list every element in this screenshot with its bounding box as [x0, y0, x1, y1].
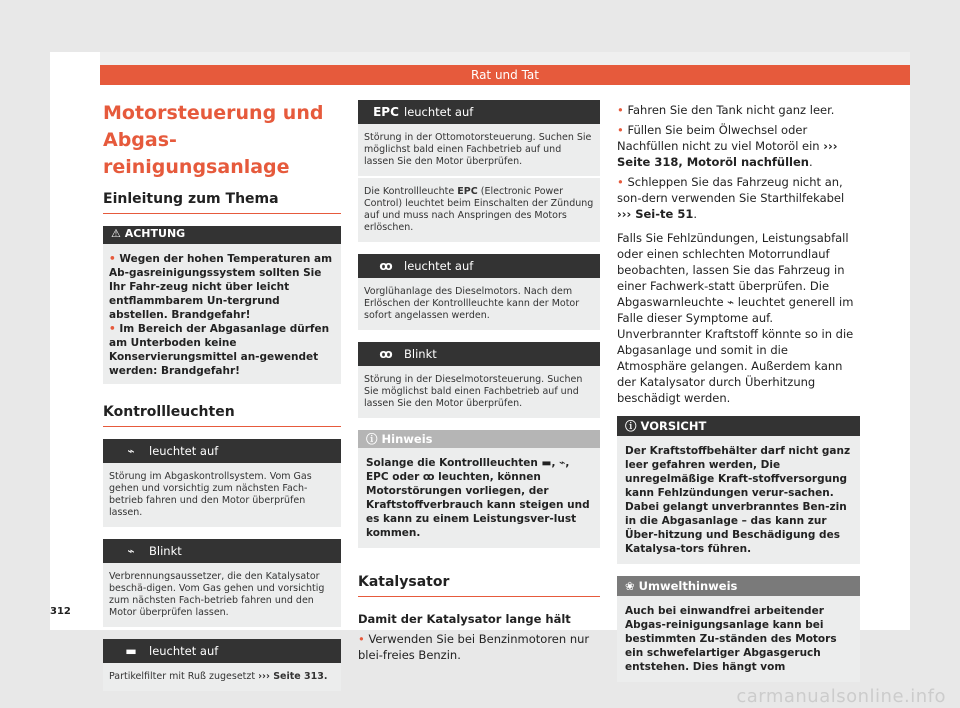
section-katalysator: Katalysator: [358, 574, 600, 597]
environment-box: ❀ Umwelthinweis Auch bei einwandfrei arbeitender Abgas-reinigungsanlage kann bei bestimmten Zu-ständen des Motors ein schwefelartiger Abgasgeruch entstehen. Dies hängt vom: [617, 576, 860, 682]
info-icon: ⓘ: [366, 432, 378, 446]
subtitle: Einleitung zum Thema: [103, 191, 341, 214]
main-title: Motorsteuerung und Abgas-reinigungsanlage: [103, 102, 324, 178]
epc-icon: EPC: [373, 105, 399, 119]
lamp-particle-filter: ▬ leuchtet auf Partikelfilter mit Ruß zugesetzt ››› Seite 313.: [103, 639, 341, 691]
caution-box: ⓘ VORSICHT Der Kraftstoffbehälter darf nicht ganz leer gefahren werden, Die unregelmäßige Kraft-stoffversorgung kann Fehlzündungen verur-sachen. Dabei gelangt unverbranntes Ben-zin in die Abgasanlage – das kann zur Über-hitzung und Beschädigung des Katalysa-tors führen.: [617, 416, 860, 564]
bullet-tow: • Schleppen Sie das Fahrzeug nicht an, son-dern verwenden Sie Starthilfekabel ››› Sei-te 51.: [617, 175, 845, 221]
lamp-exhaust-blink: ⌁ Blinkt Verbrennungsaussetzer, die den Katalysator beschä-digen. Vom Gas gehen und vorsichtig zum nächsten Fach-betrieb fahren und den Motor überprüfen lassen.: [103, 539, 341, 627]
exhaust-icon: ⌁: [127, 444, 135, 458]
lamp-glow-on: ꝏ leuchtet auf Vorglühanlage des Dieselmotors. Nach dem Erlöschen der Kontrollleuchte kann der Motor sofort angelassen werden.: [358, 254, 600, 330]
lamp-glow-blink: ꝏ Blinkt Störung in der Dieselmotorsteuerung. Suchen Sie möglichst bald einen Fachbetrieb auf und lassen Sie den Motor überprüfen.: [358, 342, 600, 418]
kat-bullet-1: • Verwenden Sie bei Benzinmotoren nur blei-freies Benzin.: [358, 632, 590, 662]
page-number: 312: [50, 606, 71, 617]
epc-icon: EPC: [457, 186, 478, 197]
watermark: carmanualsonline.info: [736, 686, 946, 707]
warning-box: [103, 226, 341, 384]
paragraph-misfire: Falls Sie Fehlzündungen, Leistungsabfall oder einen schlechten Motorrundlauf beobachten, lassen Sie das Fahrzeug in einer Fachwerk-statt überprüfen. Die Abgaswarnleuchte ⌁ leuchtet generell im Falle dieser Symptome auf. Unverbrannter Kraftstoff könnte so in die Abgasanlage und somit in die Atmosphäre gelangen. Außerdem kann der Katalysator durch Überhitzung beschädigt werden.: [617, 231, 854, 405]
environment-icon: ❀: [625, 579, 635, 593]
kat-title: Damit der Katalysator lange hält: [358, 612, 571, 626]
glow-plug-icon: ꝏ: [379, 347, 393, 361]
warning-icon: ⚠: [111, 227, 121, 240]
hint-box: ⓘ Hinweis Solange die Kontrollleuchten ▬, ⌁, EPC oder ꝏ leuchten, können Motorstörungen vorliegen, der Kraftstoffverbrauch kann steigen und es kann zu einem Leistungsver-lust kommen.: [358, 430, 600, 548]
warning-bullet-2: • Im Bereich der Abgasanlage dürfen am Unterboden keine Konservierungsmittel an-gewendet werden: Brandgefahr!: [109, 323, 330, 377]
bullet-tank: • Fahren Sie den Tank nicht ganz leer.: [617, 103, 835, 117]
lamp-exhaust-on: ⌁ leuchtet auf Störung im Abgaskontrollsystem. Vom Gas gehen und vorsichtig zum nächsten Fach-betrieb fahren und den Motor überprüfen lassen.: [103, 439, 341, 527]
page-header: [50, 52, 910, 82]
warning-bullet-1: • Wegen der hohen Temperaturen am Ab-gasreinigungssystem sollten Sie Ihr Fahr-zeug nicht über leicht entflammbarem Un-tergrund abstellen. Brandgefahr!: [109, 253, 333, 321]
page-ref[interactable]: ››› Seite 313.: [258, 671, 328, 682]
glow-plug-icon: ꝏ: [379, 259, 393, 273]
header-title: Rat und Tat: [100, 65, 910, 85]
caution-icon: ⓘ: [625, 419, 637, 433]
column-3: [617, 98, 860, 682]
column-2: [358, 100, 600, 667]
exhaust-icon: ⌁: [127, 544, 135, 558]
section-kontrollleuchten: Kontrollleuchten: [103, 404, 341, 427]
lamp-epc: EPC leuchtet auf Störung in der Ottomotorsteuerung. Suchen Sie möglichst bald einen Fachbetrieb auf und lassen Sie den Motor überprüfen. Die Kontrollleuchte EPC (Electronic Power Control) leuchtet beim Einschalten der Zündung auf und muss nach Anspringen des Motors erlöschen.: [358, 100, 600, 242]
bullet-oil: • Füllen Sie beim Ölwechsel oder Nachfüllen nicht zu viel Motoröl ein ››› Seite 318, Motoröl nachfüllen.: [617, 123, 838, 169]
warning-title: ⚠ ACHTUNG: [111, 227, 186, 240]
particle-filter-icon: ▬: [125, 644, 137, 658]
column-1: [103, 86, 341, 691]
